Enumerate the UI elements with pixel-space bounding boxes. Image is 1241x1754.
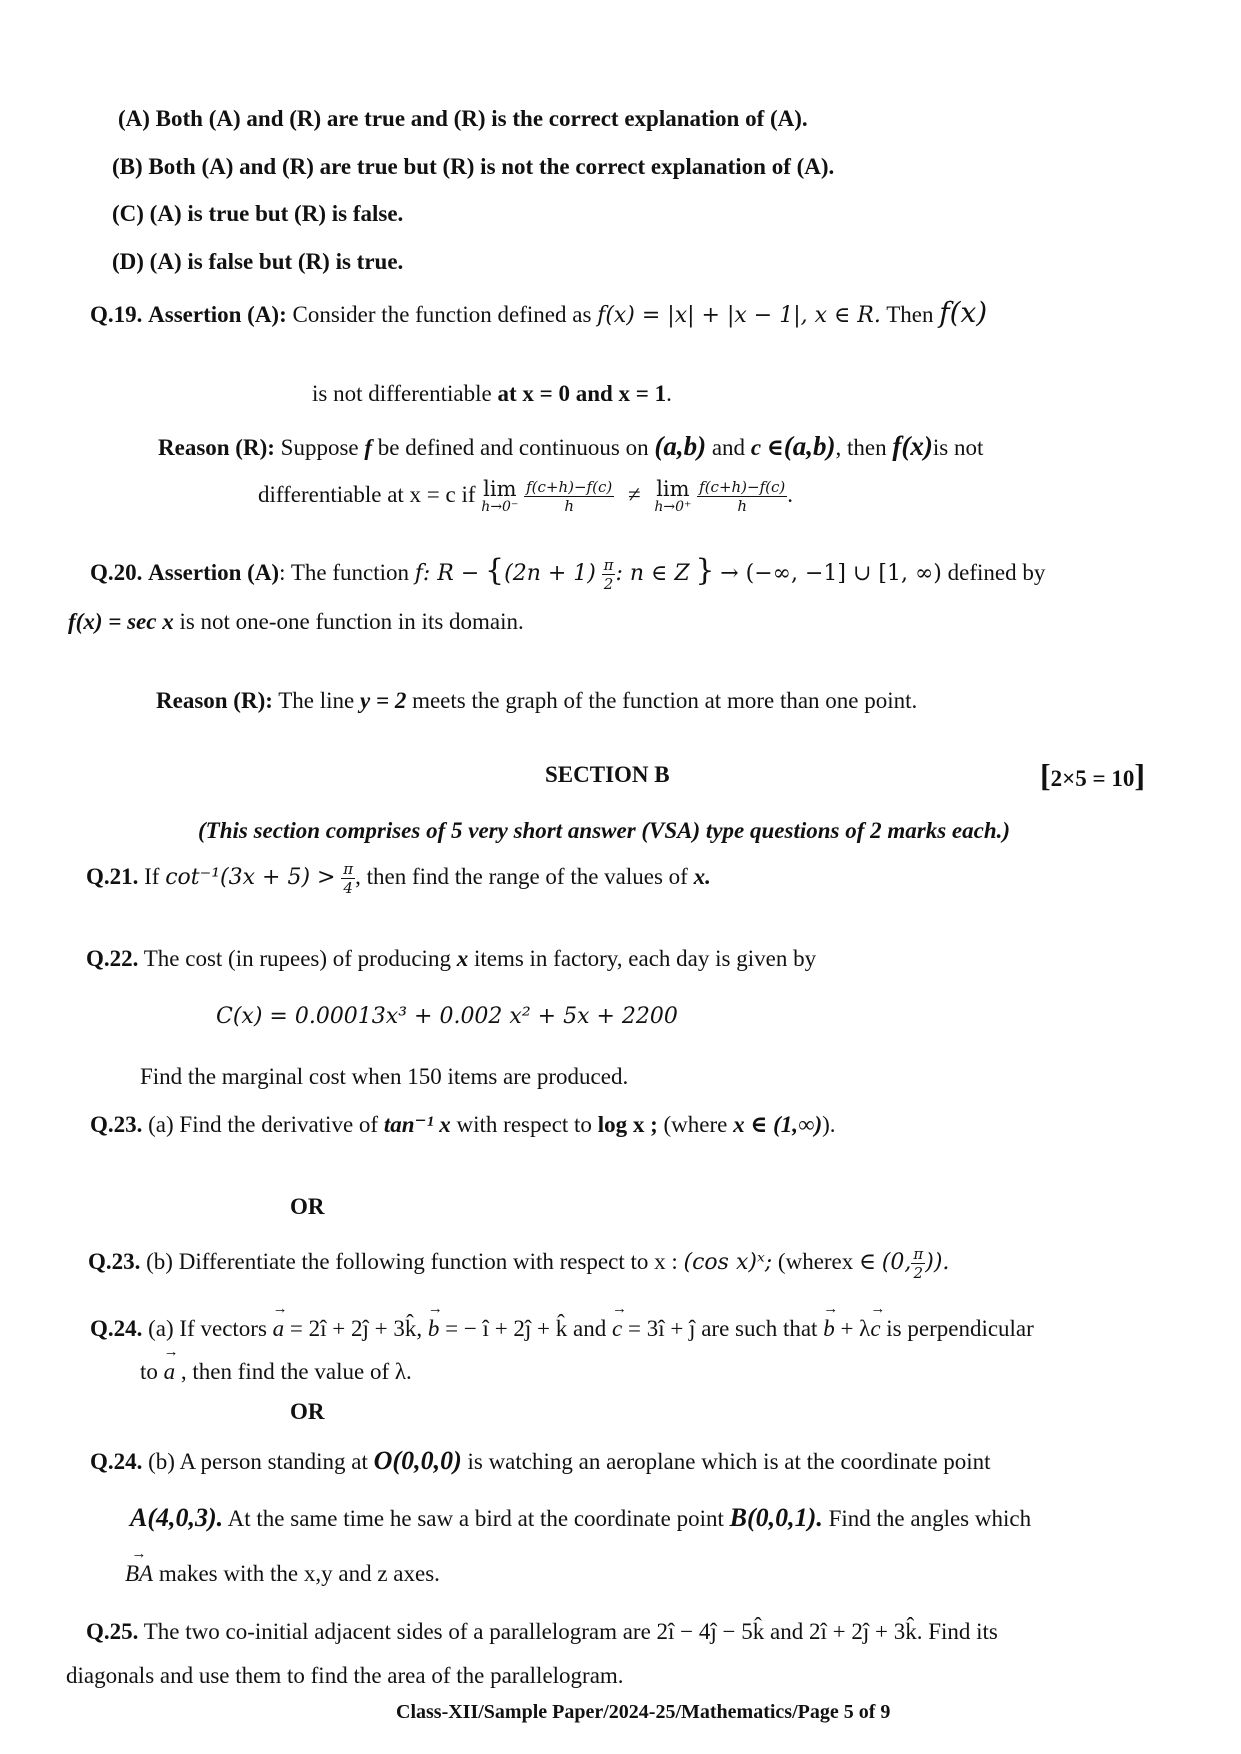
q20-assertion-label: Assertion (A) [148, 560, 280, 585]
q21-pi: π [343, 860, 354, 878]
q24b-point-a: A(4,0,3). [130, 1503, 224, 1532]
q19-interval: (a,b) [654, 431, 707, 461]
q23a-domain: x ∈ (1,∞) [733, 1112, 823, 1137]
q23b-interval-open: (0, [881, 1249, 912, 1275]
section-b-title: SECTION B [545, 762, 670, 787]
q19-assertion-text: Consider the function defined as [292, 302, 592, 327]
q19-assertion-label: Assertion (A): [148, 302, 287, 327]
q24b-line2 [130, 1502, 1031, 1533]
q25-text-a: The two co-initial adjacent sides of a parallelogram are 2î − 4ĵ − 5k̂ and 2î + 2ĵ + 3k̂. Find its [143, 1619, 998, 1644]
q22-text-a: The cost (in rupees) of producing [143, 946, 451, 971]
q20-line2-text: is not one-one function in its domain. [179, 609, 524, 634]
q19-reason-label: Reason (R): [158, 435, 275, 460]
q21-var: x. [693, 863, 711, 889]
q24a-to: to [140, 1359, 158, 1384]
q20-line2-func: f(x) = sec x [68, 609, 174, 634]
q20-set-cond: : n ∈ Z [615, 561, 690, 586]
q23b-pi-over-2 [911, 1245, 925, 1282]
section-b-marks: [2×5 = 10] [1040, 757, 1146, 793]
option-a: (A) Both (A) and (R) are true and (R) is the correct explanation of (A). [118, 106, 808, 131]
q24b-text-a: (b) A person standing at [148, 1449, 368, 1474]
q22 [86, 945, 816, 973]
q24b-vec-ba: → BA [125, 1560, 153, 1588]
q20-pi: π [603, 556, 614, 575]
q24a-line2 [140, 1358, 412, 1386]
q19-lim-sub-left: h→0⁻ [481, 499, 519, 516]
q21 [86, 860, 711, 897]
q24a-vec-b: → b [428, 1315, 440, 1343]
q19-interval2: (a,b) [783, 431, 836, 461]
q23b-text-a: (b) Differentiate the following function with respect to x : [146, 1248, 678, 1274]
q24b-text-e: makes with the x,y and z axes. [158, 1561, 440, 1586]
q24b-point-b: B(0,0,1). [729, 1503, 823, 1532]
q19-frac-num-right: f(c+h)−f(c) [699, 478, 786, 496]
q24a-b-val: = − î + 2ĵ + k̂ [445, 1316, 568, 1341]
q19-reason-text-b: be defined and continuous on [377, 435, 649, 460]
q24a-a-val: = 2î + 2ĵ + 3k̂, [289, 1316, 423, 1341]
q19-frac-den-right: h [737, 497, 748, 515]
q19-reason-condition: differentiable at x = c if lim h→0⁻ $\frac{f(c+h)-f(c)}{h}$ ≠ lim h→0⁺ $\frac{f(c+h)-f(c)}{h}$ . [258, 477, 794, 516]
q20-number: Q.20. [90, 560, 143, 585]
q25-number: Q.25. [86, 1619, 139, 1644]
q24a-c-val: = 3î + ĵ [627, 1316, 696, 1341]
q19-reason-f: f [364, 435, 373, 460]
option-c: (C) (A) is true but (R) is false. [112, 201, 404, 226]
q20-reason-text-b: meets the graph of the function at more than one point. [412, 688, 918, 713]
q19-assertion-line2: is not differentiable at x = 0 and x = 1. [312, 381, 672, 406]
q19-is-not: is not [932, 435, 984, 460]
q19-fx2: f(x) [892, 431, 933, 461]
q19-and: and [711, 435, 746, 460]
q20-set-expr: (2n + 1) [504, 561, 596, 586]
q21-number: Q.21. [86, 863, 139, 889]
q19-frac-right [697, 478, 787, 515]
q19-diff-text: differentiable at x = c if [258, 481, 476, 507]
q24b-text-b: is watching an aeroplane which is at the coordinate point [467, 1449, 991, 1474]
q24b-number: Q.24. [90, 1449, 143, 1474]
q24a-vec-a: → a [273, 1315, 285, 1343]
q20-func: f: R − [414, 561, 480, 586]
q24b-point-o: O(0,0,0) [373, 1446, 462, 1475]
q23b-two: 2 [913, 1264, 924, 1282]
q24b-text-c: At the same time he saw a bird at the coordinate point [227, 1506, 724, 1531]
q23b-pi: π [913, 1245, 924, 1263]
q19-then: Then [886, 302, 934, 327]
q22-text-b: items in factory, each day is given by [473, 946, 817, 971]
q24a-number: Q.24. [90, 1316, 143, 1341]
q23a-where: (where [663, 1112, 728, 1137]
q20-set-open: { [485, 553, 505, 588]
q19-reason [158, 430, 983, 462]
q23b-where: (wherex ∈ [777, 1248, 877, 1274]
q24b-line3 [125, 1560, 440, 1588]
q19-function: f(x) = |x| + |x − 1|, x ∈ R. [597, 303, 881, 328]
q23b [88, 1245, 949, 1282]
q19-frac-num-left: f(c+h)−f(c) [526, 478, 613, 496]
q19-frac-den-left: h [564, 497, 574, 515]
q22-var: x [456, 946, 469, 971]
q24a-vec-a2: → a [164, 1358, 176, 1386]
q20-defined-by: defined by [947, 560, 1046, 585]
q23a-tan: tan⁻¹ x [383, 1112, 451, 1137]
q20-reason [156, 687, 917, 715]
q19-line2-text: is not differentiable [312, 381, 492, 406]
q23a-log: log x ; [597, 1112, 658, 1137]
q23a-text-b: with respect to [456, 1112, 592, 1137]
q21-pi-over-4 [341, 860, 355, 897]
q19-lim-left [481, 478, 518, 515]
option-d: (D) (A) is false but (R) is true. [112, 249, 404, 274]
q20-assertion-line2 [68, 608, 524, 636]
q24b [90, 1445, 991, 1476]
q22-find: Find the marginal cost when 150 items are produced. [140, 1064, 629, 1089]
q19-lim-word-right: lim [656, 477, 690, 502]
q19-c-in: c ∈ [750, 435, 784, 460]
q21-text-b: , then find the range of the values of [355, 863, 688, 889]
q23a-close: ). [822, 1112, 836, 1137]
page-footer: Class-XII/Sample Paper/2024-25/Mathematics/Page 5 of 9 [396, 1701, 891, 1723]
q24b-text-d: Find the angles which [828, 1506, 1032, 1531]
q21-expr: cot⁻¹(3x + 5) > [165, 864, 336, 890]
section-b-subtitle: (This section comprises of 5 very short answer (VSA) type questions of 2 marks each.) [198, 818, 1011, 843]
q23b-interval-close: )). [925, 1249, 950, 1275]
q24a-and: and [573, 1316, 607, 1341]
or-divider-1: OR [290, 1194, 325, 1219]
option-b: (B) Both (A) and (R) are true but (R) is not the correct explanation of (A). [112, 154, 835, 179]
q20-pi-over-2 [602, 556, 616, 593]
q19-line2-points: at x = 0 and x = 1 [497, 381, 667, 406]
q25-line2: diagonals and use them to find the area of the parallelogram. [66, 1663, 624, 1688]
q20-mapping: → (−∞, −1] ∪ [1, ∞) [720, 561, 942, 586]
q24a-text-a: (a) If vectors [148, 1316, 267, 1341]
q20-reason-text-a: The line [278, 688, 355, 713]
q25 [86, 1618, 998, 1646]
q20-two: 2 [603, 575, 614, 594]
q19-lim-sub-right: h→0⁺ [654, 499, 692, 516]
q23b-expr: (cos x)ˣ; [683, 1249, 773, 1275]
section-b-marks-value: 2×5 = 10 [1050, 766, 1135, 791]
q20-text-a: : The function [279, 560, 409, 585]
q23a-text-a: (a) Find the derivative of [148, 1112, 379, 1137]
q20-reason-eq: y = 2 [360, 688, 407, 713]
q24a-line2-text: , then find the value of λ. [180, 1359, 412, 1384]
q24a [90, 1315, 1034, 1343]
q21-four: 4 [343, 879, 353, 897]
q24a-vec-b2: → b [823, 1315, 835, 1343]
q19-assertion [90, 296, 987, 330]
q19-frac-left [524, 478, 614, 515]
q24a-text-c: is perpendicular [886, 1316, 1034, 1341]
q24a-text-b: are such that [701, 1316, 818, 1341]
q24a-plus-lambda: + λ [840, 1316, 871, 1341]
q19-neq: ≠ [627, 481, 641, 507]
q19-fx: f(x) [939, 296, 988, 329]
q20-reason-label: Reason (R): [156, 688, 273, 713]
q19-reason-text-a: Suppose [280, 435, 359, 460]
q20-assertion [90, 553, 1045, 593]
q23a [90, 1111, 836, 1139]
q19-number: Q.19. [90, 302, 143, 327]
or-divider-2: OR [290, 1399, 325, 1424]
q19-then2: , then [835, 435, 887, 460]
q23b-number: Q.23. [88, 1248, 141, 1274]
q22-formula: C(x) = 0.00013x³ + 0.002 x² + 5x + 2200 [216, 1004, 678, 1029]
q19-lim-word-left: lim [483, 477, 517, 502]
q24a-vec-c2: → c [870, 1315, 880, 1343]
q22-number: Q.22. [86, 946, 139, 971]
q20-set-close: } [695, 553, 715, 588]
q19-lim-right [654, 478, 691, 515]
q23a-number: Q.23. [90, 1112, 143, 1137]
q24a-vec-c: → c [612, 1315, 622, 1343]
q21-text-a: If [144, 863, 160, 889]
